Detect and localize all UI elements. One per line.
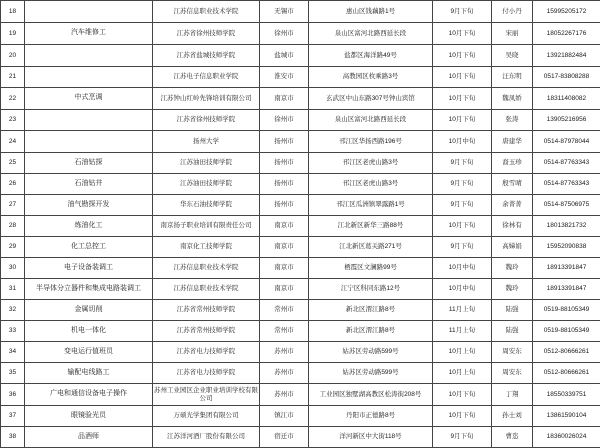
institution-cell: 江苏省常州技师学院	[153, 300, 260, 321]
contact-cell: 丁翔	[492, 384, 533, 406]
phone-cell: 0514-87506975	[533, 195, 600, 216]
date-cell: 10月中旬	[433, 258, 492, 279]
table-row	[1, 258, 600, 279]
city-cell: 扬州市	[260, 131, 309, 153]
address-cell: 邗江区瓜洲镇翠露路1号	[309, 195, 433, 216]
row-number: 33	[1, 321, 25, 342]
institution-cell: 江苏信息职业技术学院	[153, 279, 260, 300]
phone-cell: 0514-87763343	[533, 153, 600, 174]
city-cell: 无锡市	[260, 1, 309, 23]
contact-cell: 裔玉珍	[492, 153, 533, 174]
address-cell: 江北新区葛关路271号	[309, 237, 433, 258]
occupation-cell: 机电一体化	[25, 321, 153, 342]
address-cell: 栖霞区文澜路99号	[309, 258, 433, 279]
table-row	[1, 427, 600, 448]
institution-cell: 江苏油田技师学院	[153, 174, 260, 195]
occupation-cell: 眼镜验光员	[25, 406, 153, 427]
table-row	[1, 110, 600, 131]
date-cell: 9月下旬	[433, 174, 492, 195]
date-cell: 10月下旬	[433, 216, 492, 237]
table-row	[1, 321, 600, 342]
occupation-cell: 金属切削	[25, 300, 153, 321]
phone-cell: 15995205172	[533, 1, 600, 23]
city-cell: 苏州市	[260, 342, 309, 363]
occupation-cell: 中式烹调	[25, 88, 153, 110]
table-row	[1, 300, 600, 321]
institution-cell: 江苏省徐州技师学院	[153, 23, 260, 45]
institution-cell: 华东石油技师学院	[153, 195, 260, 216]
institution-cell: 苏州工业园区企业职业培训学校有限公司	[153, 384, 260, 406]
table-row	[1, 88, 600, 110]
institution-cell: 江苏信息职业技术学院	[153, 258, 260, 279]
occupation-cell: 输配电线路工	[25, 363, 153, 384]
table-row	[1, 363, 600, 384]
date-cell: 10月下旬	[433, 110, 492, 131]
date-cell: 10月上旬	[433, 363, 492, 384]
row-number: 21	[1, 67, 25, 88]
institution-cell: 江苏省徐州技师学院	[153, 110, 260, 131]
address-cell: 盐都区海洋路49号	[309, 45, 433, 67]
occupation-cell	[25, 131, 153, 153]
date-cell: 10月下旬	[433, 67, 492, 88]
phone-cell: 0519-88105349	[533, 300, 600, 321]
contact-cell: 魏凤娇	[492, 88, 533, 110]
address-cell: 邗江区华扬西路196号	[309, 131, 433, 153]
phone-cell: 13861590104	[533, 406, 600, 427]
row-number: 35	[1, 363, 25, 384]
phone-cell: 18360026024	[533, 427, 600, 448]
table-row	[1, 279, 600, 300]
date-cell: 9月下旬	[433, 153, 492, 174]
institution-cell: 江苏电子信息职业学院	[153, 67, 260, 88]
row-number: 32	[1, 300, 25, 321]
row-number: 22	[1, 88, 25, 110]
row-number: 36	[1, 384, 25, 406]
date-cell: 10月下旬	[433, 406, 492, 427]
phone-cell: 0514-87763343	[533, 174, 600, 195]
contact-cell: 魏玲	[492, 279, 533, 300]
date-cell: 10月中旬	[433, 279, 492, 300]
row-number: 24	[1, 131, 25, 153]
city-cell: 南京市	[260, 279, 309, 300]
institution-cell: 南京化工技师学院	[153, 237, 260, 258]
city-cell: 南京市	[260, 88, 309, 110]
city-cell: 盐城市	[260, 45, 309, 67]
occupation-cell: 变电运行值班员	[25, 342, 153, 363]
occupation-cell: 电子设备装调工	[25, 258, 153, 279]
row-number: 26	[1, 174, 25, 195]
table-row	[1, 216, 600, 237]
city-cell: 南京市	[260, 237, 309, 258]
contact-cell: 陆强	[492, 300, 533, 321]
address-cell: 邗江区老虎山路3号	[309, 174, 433, 195]
occupation-cell: 品酒师	[25, 427, 153, 448]
table-row	[1, 23, 600, 45]
institution-cell: 万硕光学集团有限公司	[153, 406, 260, 427]
city-cell: 宿迁市	[260, 427, 309, 448]
contact-cell: 宋丽	[492, 23, 533, 45]
contact-cell: 吴晓	[492, 45, 533, 67]
address-cell: 泉山区富河北路西延长段	[309, 110, 433, 131]
phone-cell: 18013821732	[533, 216, 600, 237]
occupation-cell: 汽车维修工	[25, 23, 153, 45]
occupation-cell	[25, 45, 153, 67]
table-row	[1, 1, 600, 23]
phone-cell: 18913391847	[533, 258, 600, 279]
city-cell: 常州市	[260, 300, 309, 321]
institution-cell: 江苏信息职业技术学院	[153, 1, 260, 23]
row-number: 29	[1, 237, 25, 258]
contact-cell: 周安东	[492, 342, 533, 363]
occupation-cell: 半导体分立器件和集成电路装调工	[25, 279, 153, 300]
row-number: 30	[1, 258, 25, 279]
row-number: 37	[1, 406, 25, 427]
date-cell: 9月下旬	[433, 427, 492, 448]
occupation-cell	[25, 1, 153, 23]
occupation-cell: 油气勘探开发	[25, 195, 153, 216]
occupation-cell: 石油钻探	[25, 153, 153, 174]
phone-cell: 18311408082	[533, 88, 600, 110]
institution-cell: 江苏省盐城技师学院	[153, 45, 260, 67]
table-row	[1, 384, 600, 406]
occupation-cell	[25, 67, 153, 88]
address-cell: 邗江区老虎山路3号	[309, 153, 433, 174]
table-row	[1, 153, 600, 174]
phone-cell: 13905216956	[533, 110, 600, 131]
address-cell: 玄武区中山东路307号钟山宾馆	[309, 88, 433, 110]
city-cell: 扬州市	[260, 195, 309, 216]
institution-cell: 扬州大学	[153, 131, 260, 153]
phone-cell: 18550339751	[533, 384, 600, 406]
address-cell: 江宁区科同东路12号	[309, 279, 433, 300]
city-cell: 扬州市	[260, 153, 309, 174]
date-cell: 10月中旬	[433, 131, 492, 153]
address-cell: 姑苏区劳动路599号	[309, 342, 433, 363]
address-cell: 高教园区枚乘路3号	[309, 67, 433, 88]
table-row	[1, 342, 600, 363]
row-number: 34	[1, 342, 25, 363]
city-cell: 常州市	[260, 321, 309, 342]
contact-cell: 张涛	[492, 110, 533, 131]
institution-cell: 江苏省电力技师学院	[153, 363, 260, 384]
phone-cell: 13921882484	[533, 45, 600, 67]
contact-cell: 曹恣	[492, 427, 533, 448]
city-cell: 徐州市	[260, 23, 309, 45]
phone-cell: 0514-87978044	[533, 131, 600, 153]
table-row	[1, 45, 600, 67]
date-cell: 11月上旬	[433, 300, 492, 321]
institution-cell: 江苏省常州技师学院	[153, 321, 260, 342]
date-cell: 10月下旬	[433, 88, 492, 110]
date-cell: 10月上旬	[433, 342, 492, 363]
address-cell: 惠山区钱藕路1号	[309, 1, 433, 23]
city-cell: 扬州市	[260, 174, 309, 195]
contact-cell: 唐建华	[492, 131, 533, 153]
table-row	[1, 406, 600, 427]
city-cell: 苏州市	[260, 363, 309, 384]
contact-cell: 付小丹	[492, 1, 533, 23]
city-cell: 南京市	[260, 216, 309, 237]
address-cell: 新北区渭江路8号	[309, 300, 433, 321]
date-cell: 10月下旬	[433, 23, 492, 45]
occupation-cell	[25, 110, 153, 131]
address-cell: 江北新区新华三路88号	[309, 216, 433, 237]
date-cell: 9月下旬	[433, 195, 492, 216]
row-number: 25	[1, 153, 25, 174]
address-cell: 工业园区独墅湖高教区松涛街208号	[309, 384, 433, 406]
contact-cell: 魏玲	[492, 258, 533, 279]
institution-cell: 江苏钟山红岭先锋培训有限公司	[153, 88, 260, 110]
occupation-cell: 化工总控工	[25, 237, 153, 258]
contact-cell: 徐林有	[492, 216, 533, 237]
contact-cell: 陆强	[492, 321, 533, 342]
phone-cell: 18913391847	[533, 279, 600, 300]
date-cell: 10月下旬	[433, 384, 492, 406]
table-row	[1, 174, 600, 195]
contact-cell: 高娣娟	[492, 237, 533, 258]
row-number: 28	[1, 216, 25, 237]
table-row	[1, 131, 600, 153]
phone-cell: 0519-88105349	[533, 321, 600, 342]
phone-cell: 0517-83808288	[533, 67, 600, 88]
row-number: 19	[1, 23, 25, 45]
occupation-cell: 广电和通信设备电子操作	[25, 384, 153, 406]
date-cell: 10月下旬	[433, 45, 492, 67]
contact-cell: 周安东	[492, 363, 533, 384]
city-cell: 徐州市	[260, 110, 309, 131]
row-number: 38	[1, 427, 25, 448]
contact-cell: 孙士刘	[492, 406, 533, 427]
address-cell: 丹阳市正德路8号	[309, 406, 433, 427]
date-cell: 9月下旬	[433, 1, 492, 23]
date-cell: 9月下旬	[433, 237, 492, 258]
row-number: 23	[1, 110, 25, 131]
address-cell: 姑苏区劳动路599号	[309, 363, 433, 384]
phone-cell: 0512-80666261	[533, 342, 600, 363]
city-cell: 南京市	[260, 258, 309, 279]
institution-cell: 江苏油田技师学院	[153, 153, 260, 174]
city-cell: 镇江市	[260, 406, 309, 427]
table-row	[1, 237, 600, 258]
table-row	[1, 67, 600, 88]
address-cell: 新北区渭江路8号	[309, 321, 433, 342]
institution-cell: 江苏洋河酒厂股份有限公司	[153, 427, 260, 448]
occupation-cell: 石油钻井	[25, 174, 153, 195]
institution-cell: 江苏省电力技师学院	[153, 342, 260, 363]
table-row	[1, 195, 600, 216]
city-cell: 苏州市	[260, 384, 309, 406]
phone-cell: 18052267176	[533, 23, 600, 45]
row-number: 18	[1, 1, 25, 23]
date-cell: 11月上旬	[433, 321, 492, 342]
phone-cell: 15952090838	[533, 237, 600, 258]
city-cell: 淮安市	[260, 67, 309, 88]
contact-cell: 殷雪晴	[492, 174, 533, 195]
occupation-cell: 炼油化工	[25, 216, 153, 237]
contact-cell: 汪东明	[492, 67, 533, 88]
row-number: 20	[1, 45, 25, 67]
address-cell: 泉山区富河北路西延长段	[309, 23, 433, 45]
contact-cell: 余菁菁	[492, 195, 533, 216]
phone-cell: 0512-80666261	[533, 363, 600, 384]
institution-cell: 南京扬子职业培训有限责任公司	[153, 216, 260, 237]
address-cell: 洋河新区中大街118号	[309, 427, 433, 448]
row-number: 31	[1, 279, 25, 300]
row-number: 27	[1, 195, 25, 216]
